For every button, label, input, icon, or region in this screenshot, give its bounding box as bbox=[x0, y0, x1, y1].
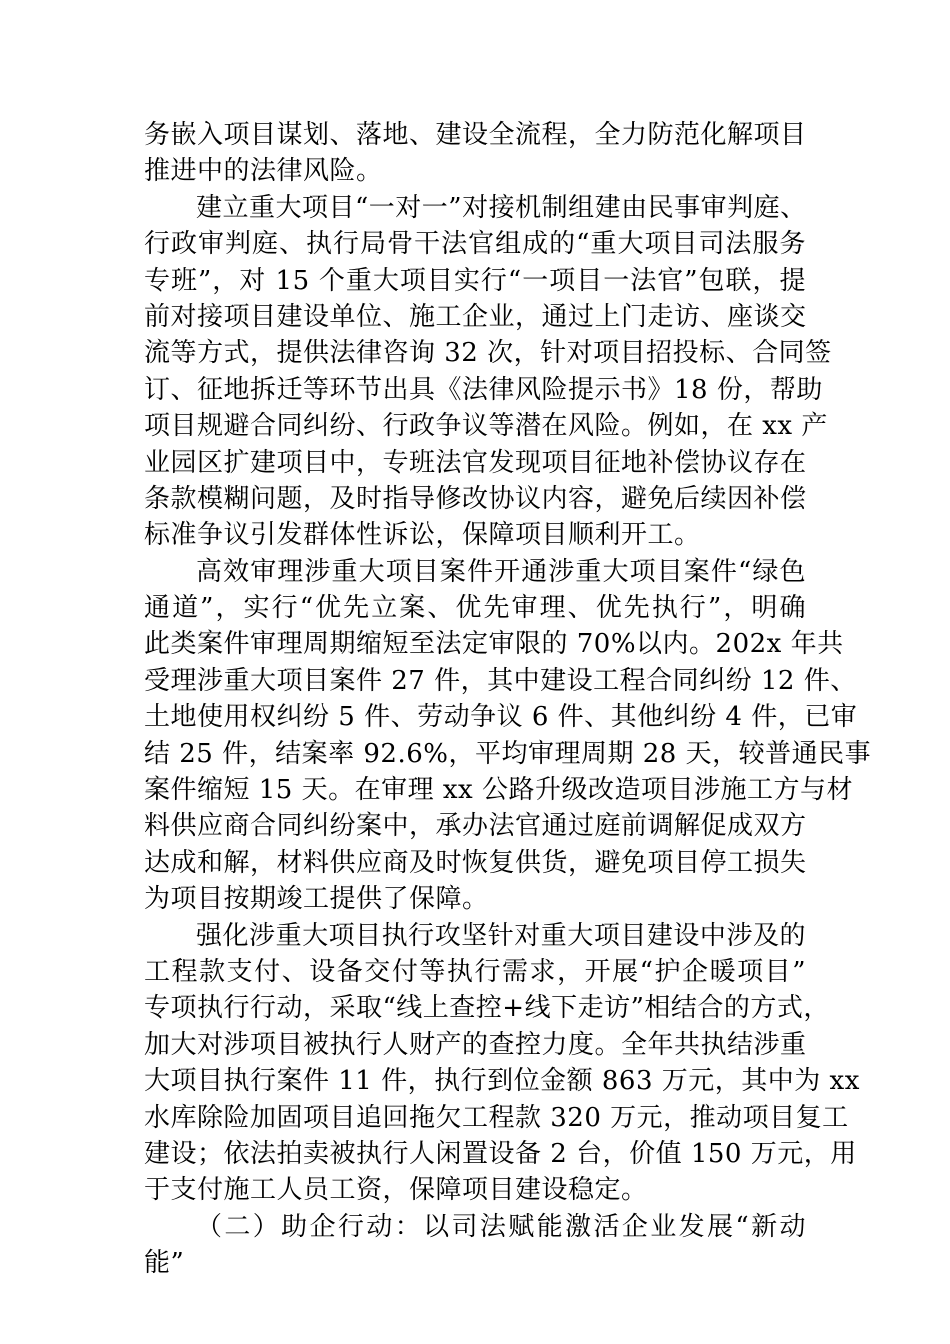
paragraph-line: 务嵌入项目谋划、落地、建设全流程，全力防范化解项目 bbox=[144, 120, 807, 150]
paragraph-line: 行政审判庭、执行局骨干法官组成的“重大项目司法服务 bbox=[144, 229, 806, 260]
paragraph-line: 此类案件审理周期缩短至法定审限的 70%以内。202x 年共 bbox=[144, 629, 844, 660]
paragraph-line: 专班”，对 15 个重大项目实行“一项目一法官”包联，提 bbox=[144, 265, 806, 296]
paragraph-line: 流等方式，提供法律咨询 32 次，针对项目招投标、合同签 bbox=[144, 338, 832, 369]
paragraph-line: 专项执行行动，采取“线上查控+线下走访”相结合的方式， bbox=[144, 993, 830, 1024]
paragraph-line: 强化涉重大项目执行攻坚针对重大项目建设中涉及的 bbox=[196, 920, 806, 951]
paragraph-line: 加大对涉项目被执行人财产的查控力度。全年共执结涉重 bbox=[144, 1029, 807, 1060]
paragraph-line: 结 25 件，结案率 92.6%，平均审理周期 28 天，较普通民事 bbox=[144, 738, 872, 769]
paragraph-line: 料供应商合同纠纷案中，承办法官通过庭前调解促成双方 bbox=[144, 811, 807, 842]
heading-line: （二）助企行动：以司法赋能激活企业发展“新动 bbox=[196, 1211, 806, 1242]
heading-line: 能” bbox=[144, 1248, 185, 1279]
paragraph-line: 大项目执行案件 11 件，执行到位金额 863 万元，其中为 xx bbox=[144, 1066, 860, 1097]
paragraph-line: 于支付施工人员工资，保障项目建设稳定。 bbox=[144, 1175, 648, 1206]
paragraph-line: 条款模糊问题，及时指导修改协议内容，避免后续因补偿 bbox=[144, 483, 807, 514]
paragraph-line: 前对接项目建设单位、施工企业，通过上门走访、座谈交 bbox=[144, 301, 807, 332]
paragraph-execution bbox=[144, 918, 860, 1209]
paragraph-line: 推进中的法律风险。 bbox=[144, 156, 383, 187]
section-heading bbox=[144, 1209, 806, 1282]
paragraph-line: 达成和解，材料供应商及时恢复供货，避免项目停工损失 bbox=[144, 847, 807, 878]
paragraph-line: 工程款支付、设备交付等执行需求，开展“护企暖项目” bbox=[144, 956, 806, 987]
paragraph-line: 案件缩短 15 天。在审理 xx 公路升级改造项目涉施工方与材 bbox=[144, 775, 853, 806]
paragraph-line: 标准争议引发群体性诉讼，保障项目顺利开工。 bbox=[144, 520, 701, 551]
paragraph-line: 建立重大项目“一对一”对接机制组建由民事审判庭、 bbox=[196, 192, 807, 223]
paragraph-line: 高效审理涉重大项目案件开通涉重大项目案件“绿色 bbox=[196, 556, 806, 587]
paragraph-line: 受理涉重大项目案件 27 件，其中建设工程合同纠纷 12 件、 bbox=[144, 665, 857, 696]
paragraph-line: 水库除险加固项目追回拖欠工程款 320 万元，推动项目复工 bbox=[144, 1102, 849, 1133]
paragraph-line: 土地使用权纠纷 5 件、劳动争议 6 件、其他纠纷 4 件，已审 bbox=[144, 702, 858, 733]
paragraph-efficient-trial bbox=[144, 554, 872, 918]
paragraph-line: 订、征地拆迁等环节出具《法律风险提示书》18 份，帮助 bbox=[144, 374, 823, 405]
paragraph-one-on-one-mechanism bbox=[144, 190, 832, 554]
paragraph-line: 为项目按期竣工提供了保障。 bbox=[144, 884, 489, 915]
paragraph-line: 建设；依法拍卖被执行人闲置设备 2 台，价值 150 万元，用 bbox=[144, 1138, 857, 1169]
document-body bbox=[144, 117, 872, 1282]
paragraph-line: 业园区扩建项目中，专班法官发现项目征地补偿协议存在 bbox=[144, 447, 807, 478]
paragraph-continuation bbox=[144, 117, 806, 190]
paragraph-line: 通道”，实行“优先立案、优先审理、优先执行”，明确 bbox=[144, 593, 806, 624]
paragraph-line: 项目规避合同纠纷、行政争议等潜在风险。例如，在 xx 产 bbox=[144, 411, 828, 442]
